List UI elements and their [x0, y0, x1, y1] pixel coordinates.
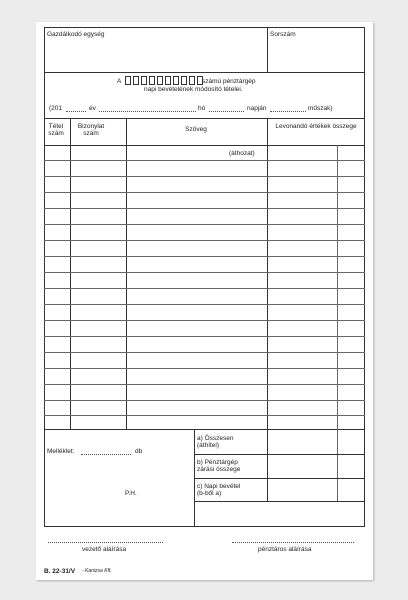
- manager-signature-label: vezető aláírása: [82, 546, 127, 553]
- title-line2: napi bevételének módosító tételei.: [144, 86, 243, 93]
- date-month-label: hó: [198, 105, 206, 112]
- table-header-bottom-line: [44, 145, 365, 146]
- date-day-label: napján: [247, 105, 267, 112]
- form-sheet: [36, 22, 373, 580]
- table-top-line: [44, 118, 365, 119]
- carry-text: (áthozat): [229, 150, 255, 157]
- col-line-2: [126, 118, 127, 429]
- col-line-1: [70, 118, 71, 429]
- stamp-label: P.H.: [125, 490, 137, 497]
- form-frame: [44, 27, 365, 527]
- date-year-prefix: (201: [49, 105, 63, 112]
- date-year-label: év: [89, 105, 96, 112]
- title-suffix: számú pénztárgép: [202, 78, 256, 85]
- day-field[interactable]: [209, 111, 244, 112]
- summary-line-1: [194, 454, 365, 455]
- unit-label: Gazdálkodó egység: [47, 31, 105, 38]
- summary-row-a: a) Összesen (áthítel): [197, 435, 234, 449]
- cashier-signature-label: pénztáros aláírása: [258, 546, 312, 553]
- summary-row-b: b) Pénztárgép zárási összege: [197, 459, 241, 473]
- col-header-item: Tétel szám: [48, 123, 64, 137]
- header-bottom-line: [44, 72, 365, 73]
- col-line-4: [337, 145, 338, 429]
- month-field[interactable]: [99, 111, 196, 112]
- col-header-deductible: Levonandó értékek összege: [275, 123, 357, 130]
- cashier-signature-field[interactable]: [232, 542, 354, 543]
- col-header-document: Bizonylat szám: [77, 123, 105, 137]
- serial-label: Sorszám: [270, 31, 296, 38]
- date-shift-label: műszak): [308, 105, 333, 112]
- summary-line-3: [194, 501, 365, 502]
- table-bottom-line: [44, 429, 365, 430]
- summary-line-2: [194, 478, 365, 479]
- attachment-unit: db: [135, 448, 143, 455]
- shift-field[interactable]: [270, 111, 306, 112]
- summary-value-divider: [267, 429, 268, 501]
- form-code: B. 22-31/V: [44, 568, 76, 575]
- year-field[interactable]: [66, 111, 86, 112]
- col-header-text: Szöveg: [185, 126, 207, 133]
- manager-signature-field[interactable]: [48, 542, 163, 543]
- attachment-label: Melléklet:: [47, 448, 75, 455]
- summary-row-c: c) Napi bevétel (b-ből a): [197, 483, 241, 497]
- attachment-count-field[interactable]: [81, 454, 131, 455]
- header-divider: [267, 27, 268, 72]
- summary-amount-divider: [337, 429, 338, 501]
- col-line-3: [267, 118, 268, 429]
- title-prefix: A: [117, 78, 122, 85]
- publisher: - Kanizsa Kft.: [82, 568, 112, 574]
